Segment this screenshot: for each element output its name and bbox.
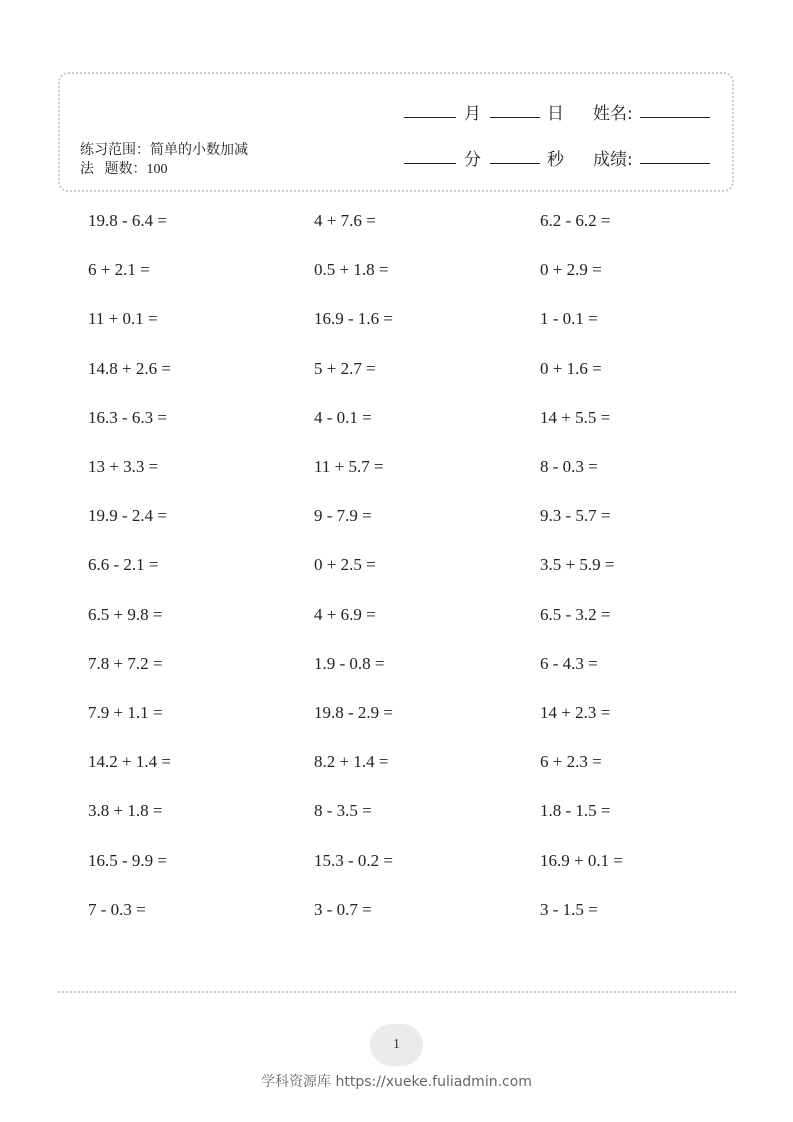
problem-item: 16.5 - 9.9 =: [88, 850, 167, 870]
problem-item: 14.8 + 2.6 =: [88, 358, 171, 378]
problem-item: 9.3 - 5.7 =: [540, 506, 611, 526]
problem-item: 0.5 + 1.8 =: [314, 260, 389, 280]
page-number-badge: [370, 1024, 423, 1066]
problem-item: 0 + 2.9 =: [540, 260, 602, 280]
question-count-value: 100: [146, 162, 168, 177]
problem-item: 19.9 - 2.4 =: [88, 506, 167, 526]
problem-item: 19.8 - 6.4 =: [88, 211, 167, 230]
second-blank[interactable]: [490, 163, 540, 164]
problem-item: 11 + 5.7 =: [314, 457, 384, 476]
practice-info: [80, 141, 290, 179]
problem-item: 14 + 5.5 =: [540, 407, 611, 427]
problem-item: 5 + 2.7 =: [314, 358, 376, 378]
problem-item: 11 + 0.1 =: [88, 309, 158, 329]
second-label: 秒: [547, 150, 564, 170]
problem-item: 0 + 2.5 =: [314, 555, 376, 575]
problem-item: 6.6 - 2.1 =: [88, 555, 159, 575]
problem-item: 7.8 + 7.2 =: [88, 653, 163, 673]
problem-item: 6 + 2.3 =: [540, 752, 602, 772]
day-blank[interactable]: [490, 117, 540, 118]
month-label: 月: [464, 104, 481, 124]
problem-item: 6 - 4.3 =: [540, 653, 598, 673]
problem-item: 3.5 + 5.9 =: [540, 555, 615, 575]
problem-item: 7.9 + 1.1 =: [88, 703, 163, 722]
problem-item: 3 - 0.7 =: [314, 899, 372, 919]
problem-item: 15.3 - 0.2 =: [314, 850, 393, 870]
date-name-row: [404, 97, 714, 127]
name-blank[interactable]: [640, 117, 710, 118]
month-blank[interactable]: [404, 117, 456, 118]
problem-item: 8 - 0.3 =: [540, 457, 598, 476]
problem-item: 16.9 + 0.1 =: [540, 850, 623, 870]
day-label: 日: [547, 104, 564, 124]
practice-range-label-cont: 法: [80, 161, 94, 177]
question-count-label: 题数：: [104, 161, 147, 177]
page-number: 1: [393, 1037, 400, 1052]
score-label: 成绩:: [593, 150, 633, 170]
problem-item: 4 + 7.6 =: [314, 211, 376, 230]
problem-item: 19.8 - 2.9 =: [314, 703, 393, 722]
problem-item: 1.9 - 0.8 =: [314, 653, 385, 673]
minute-label: 分: [464, 150, 481, 170]
problem-item: 16.3 - 6.3 =: [88, 407, 167, 427]
problem-item: 7 - 0.3 =: [88, 899, 146, 919]
problem-item: 8.2 + 1.4 =: [314, 752, 389, 772]
problem-item: 14.2 + 1.4 =: [88, 752, 171, 772]
problem-item: 14 + 2.3 =: [540, 703, 611, 722]
problem-item: 4 + 6.9 =: [314, 604, 376, 624]
time-score-row: [404, 143, 714, 173]
problem-item: 3.8 + 1.8 =: [88, 801, 163, 821]
problem-item: 13 + 3.3 =: [88, 457, 159, 476]
problem-item: 1 - 0.1 =: [540, 309, 598, 329]
source-footer: 学科资源库 https://xueke.fuliadmin.com: [261, 1074, 532, 1090]
problem-item: 0 + 1.6 =: [540, 358, 602, 378]
problem-item: 4 - 0.1 =: [314, 407, 372, 427]
practice-info-line2: [80, 160, 290, 179]
minute-blank[interactable]: [404, 163, 456, 164]
score-blank[interactable]: [640, 163, 710, 164]
name-label: 姓名:: [593, 104, 633, 124]
practice-range-label: 练习范围：简单的小数加减: [80, 142, 248, 158]
problem-item: 6.5 + 9.8 =: [88, 604, 163, 624]
problem-item: 6.5 - 3.2 =: [540, 604, 611, 624]
problem-item: 16.9 - 1.6 =: [314, 309, 393, 329]
problem-item: 8 - 3.5 =: [314, 801, 372, 821]
problem-item: 6.2 - 6.2 =: [540, 211, 611, 230]
problem-item: 1.8 - 1.5 =: [540, 801, 611, 821]
problem-item: 6 + 2.1 =: [88, 260, 150, 280]
problem-item: 3 - 1.5 =: [540, 899, 598, 919]
problem-item: 9 - 7.9 =: [314, 506, 372, 526]
footer-divider: [58, 991, 736, 993]
